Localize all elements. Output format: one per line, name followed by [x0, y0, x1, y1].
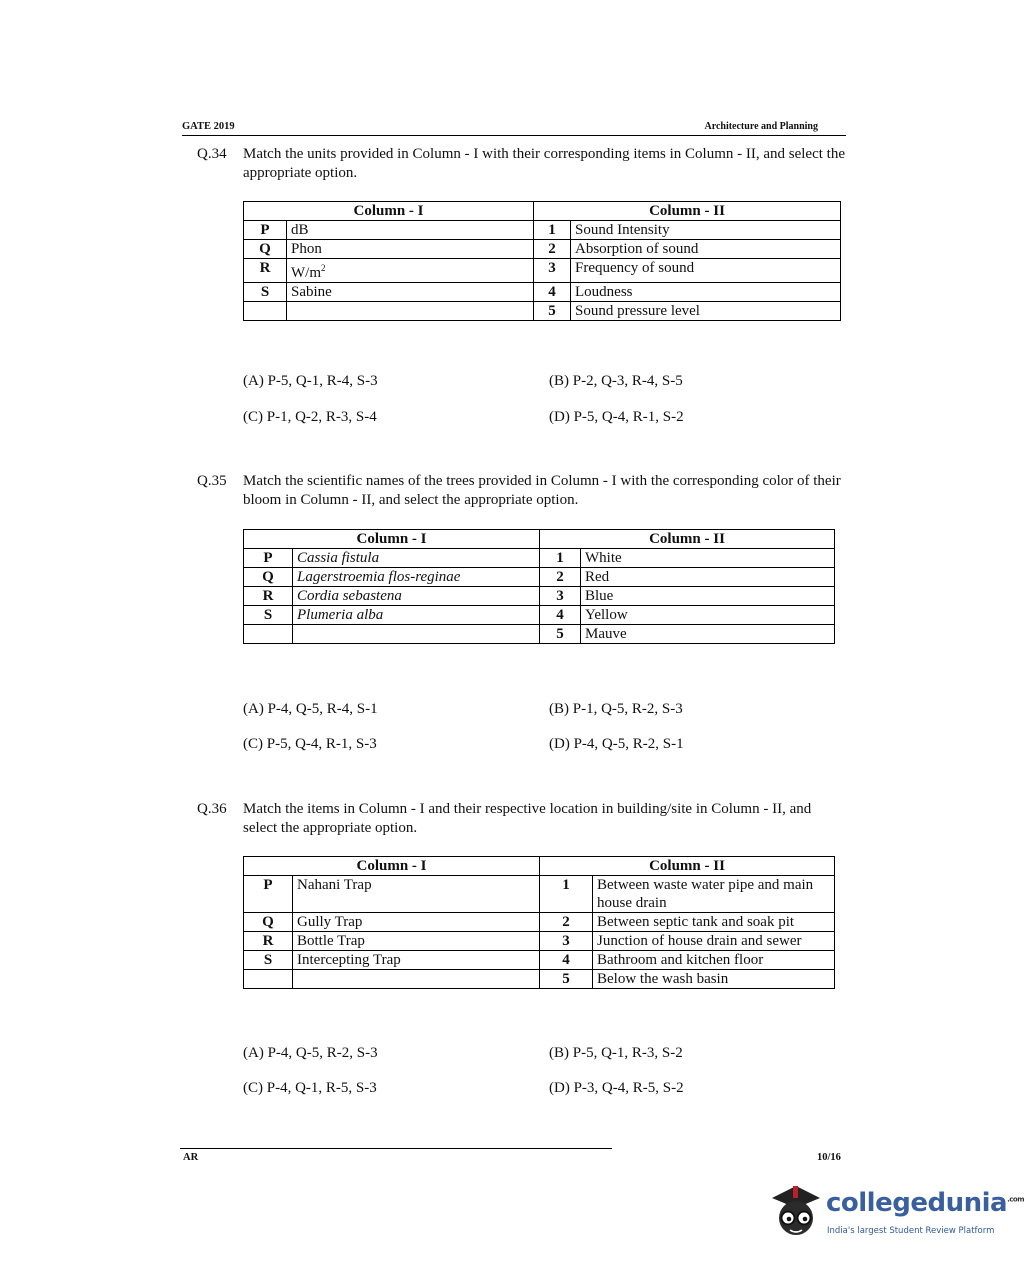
match-table-36	[243, 856, 835, 989]
option-b: (B) P-5, Q-1, R-3, S-2	[549, 1045, 683, 1061]
question-text: Match the items in Column - I and their respective location in building/site in Column - II, and select the appropriate option.	[243, 801, 812, 836]
option-c: (C) P-1, Q-2, R-3, S-4	[243, 409, 377, 425]
brand-domain: .com	[1007, 1195, 1024, 1204]
option-b: (B) P-2, Q-3, R-4, S-5	[549, 373, 683, 389]
question-text: Match the scientific names of the trees provided in Column - I with the corresponding color of their bloom in Column - II, and select the appropriate option.	[243, 473, 841, 508]
question-number: Q.36	[197, 801, 227, 817]
question-number: Q.35	[197, 473, 227, 489]
question-35	[197, 472, 845, 510]
column-1-header: Column - I	[244, 857, 540, 876]
table-row: S Intercepting Trap 4 Bathroom and kitchen floor	[244, 951, 835, 970]
table-row: Q Gully Trap 2 Between septic tank and soak pit	[244, 913, 835, 932]
collegedunia-logo	[766, 1178, 1024, 1246]
question-text: Match the units provided in Column - I with their corresponding items in Column - II, and select the appropriate option.	[243, 146, 845, 181]
table-row: Q Lagerstroemia flos-reginae 2 Red	[244, 568, 835, 587]
question-36	[197, 800, 845, 838]
table-row: Q Phon 2 Absorption of sound	[244, 240, 841, 259]
option-c: (C) P-5, Q-4, R-1, S-3	[243, 736, 377, 752]
table-row: S Sabine 4 Loudness	[244, 283, 841, 302]
option-a: (A) P-4, Q-5, R-2, S-3	[243, 1045, 378, 1061]
question-number: Q.34	[197, 146, 227, 162]
column-1-header: Column - I	[244, 202, 534, 221]
match-table-34	[243, 201, 841, 321]
option-d: (D) P-4, Q-5, R-2, S-1	[549, 736, 684, 752]
table-row: P dB 1 Sound Intensity	[244, 221, 841, 240]
exam-title: GATE 2019	[182, 121, 235, 132]
option-a: (A) P-5, Q-1, R-4, S-3	[243, 373, 378, 389]
option-c: (C) P-4, Q-1, R-5, S-3	[243, 1080, 377, 1096]
table-row: R Cordia sebastena 3 Blue	[244, 587, 835, 606]
table-row: S Plumeria alba 4 Yellow	[244, 606, 835, 625]
column-2-header: Column - II	[540, 530, 835, 549]
table-row: 5 Mauve	[244, 625, 835, 644]
option-a: (A) P-4, Q-5, R-4, S-1	[243, 701, 378, 717]
column-2-header: Column - II	[540, 857, 835, 876]
table-row: 5 Below the wash basin	[244, 970, 835, 989]
question-34	[197, 145, 845, 183]
page-header	[182, 121, 846, 136]
table-row: R Bottle Trap 3 Junction of house drain and sewer	[244, 932, 835, 951]
footer-divider	[180, 1148, 612, 1149]
table-row: R $W/m^2$ 3 Frequency of sound	[244, 259, 841, 283]
option-b: (B) P-1, Q-5, R-2, S-3	[549, 701, 683, 717]
subject-title: Architecture and Planning	[704, 121, 818, 132]
brand-tagline: India's largest Student Review Platform	[827, 1226, 995, 1236]
table-row: 5 Sound pressure level	[244, 302, 841, 321]
mascot-icon	[766, 1178, 824, 1244]
column-2-header: Column - II	[534, 202, 841, 221]
footer-paper-code: AR	[183, 1152, 199, 1163]
option-d: (D) P-5, Q-4, R-1, S-2	[549, 409, 684, 425]
table-row: P Cassia fistula 1 White	[244, 549, 835, 568]
column-1-header: Column - I	[244, 530, 540, 549]
match-table-35	[243, 529, 835, 644]
table-row: P Nahani Trap 1 Between waste water pipe and main house drain	[244, 876, 835, 913]
option-d: (D) P-3, Q-4, R-5, S-2	[549, 1080, 684, 1096]
brand-name: collegedunia	[826, 1188, 1008, 1218]
page-number: 10/16	[817, 1152, 841, 1163]
